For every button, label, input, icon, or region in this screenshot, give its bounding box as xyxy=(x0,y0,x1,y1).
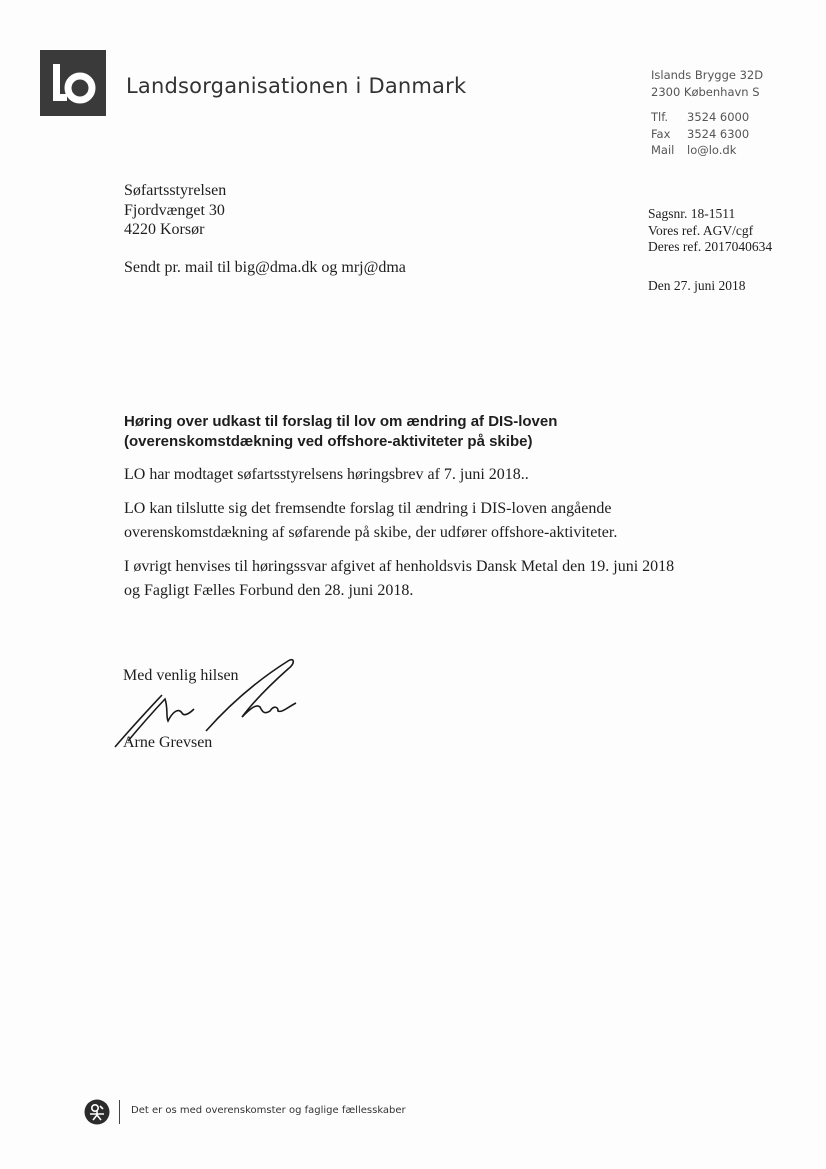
subject-line-2: (overenskomstdækning ved offshore-aktiviteter på skibe) xyxy=(124,433,533,450)
paragraph-3-line-2: og Fagligt Fælles Forbund den 28. juni 2018. xyxy=(124,582,414,599)
closing-greeting: Med venlig hilsen xyxy=(123,667,239,684)
lo-logo-mark xyxy=(40,50,106,116)
letter-subject xyxy=(124,412,557,452)
address-line-2: 2300 København S xyxy=(651,84,760,99)
contact-block xyxy=(651,67,763,159)
paragraph-2-line-2: overenskomstdækning af søfarende på skibe, der udfører offshore-aktiviteter. xyxy=(124,524,618,541)
recipient-street: Fjordvænget 30 xyxy=(124,201,225,219)
lo-logo xyxy=(40,50,106,116)
fax-row xyxy=(651,126,763,143)
mail-row xyxy=(651,142,763,159)
reference-block xyxy=(648,206,772,256)
footer-slogan: Det er os med overenskomster og faglige fællesskaber xyxy=(131,1105,406,1116)
paragraph-2-line-1: LO kan tilslutte sig det fremsendte forslag til ændring i DIS-loven angående xyxy=(124,500,612,517)
paragraph-1: LO har modtaget søfartsstyrelsens høringsbrev af 7. juni 2018.. xyxy=(124,466,529,483)
your-reference: Deres ref. 2017040634 xyxy=(648,239,773,254)
fax-label: Fax xyxy=(651,126,671,141)
fax-number: 3524 6300 xyxy=(687,126,750,141)
our-reference: Vores ref. AGV/cgf xyxy=(648,222,754,238)
letter-date: Den 27. juni 2018 xyxy=(648,278,746,293)
phone-label: Tlf. xyxy=(651,110,669,124)
paragraph-3 xyxy=(124,555,724,603)
footer-divider xyxy=(119,1100,120,1124)
sent-note: Sendt pr. mail til big@dma.dk og mrj@dma xyxy=(124,259,406,276)
address-line-1: Islands Brygge 32D xyxy=(651,68,764,82)
signer-name: Arne Grevsen xyxy=(123,734,213,751)
phone-row xyxy=(651,109,763,126)
recipient-city: 4220 Korsør xyxy=(124,221,205,238)
subject-line-1: Høring over udkast til forslag til lov om ændring af DIS-loven xyxy=(124,413,558,430)
recipient-name: Søfartsstyrelsen xyxy=(124,182,227,199)
paragraph-2 xyxy=(124,497,724,545)
organization-name: Landsorganisationen i Danmark xyxy=(126,74,467,98)
lo-footer-emblem-icon xyxy=(84,1099,110,1125)
phone-number: 3524 6000 xyxy=(687,110,750,124)
recipient-address xyxy=(124,181,226,240)
mail-address: lo@lo.dk xyxy=(687,143,737,157)
paragraph-3-line-1: I øvrigt henvises til høringssvar afgivet af henholdsvis Dansk Metal den 19. juni 2018 xyxy=(124,558,675,575)
case-number: Sagsnr. 18-1511 xyxy=(648,206,736,221)
mail-label: Mail xyxy=(651,143,675,157)
